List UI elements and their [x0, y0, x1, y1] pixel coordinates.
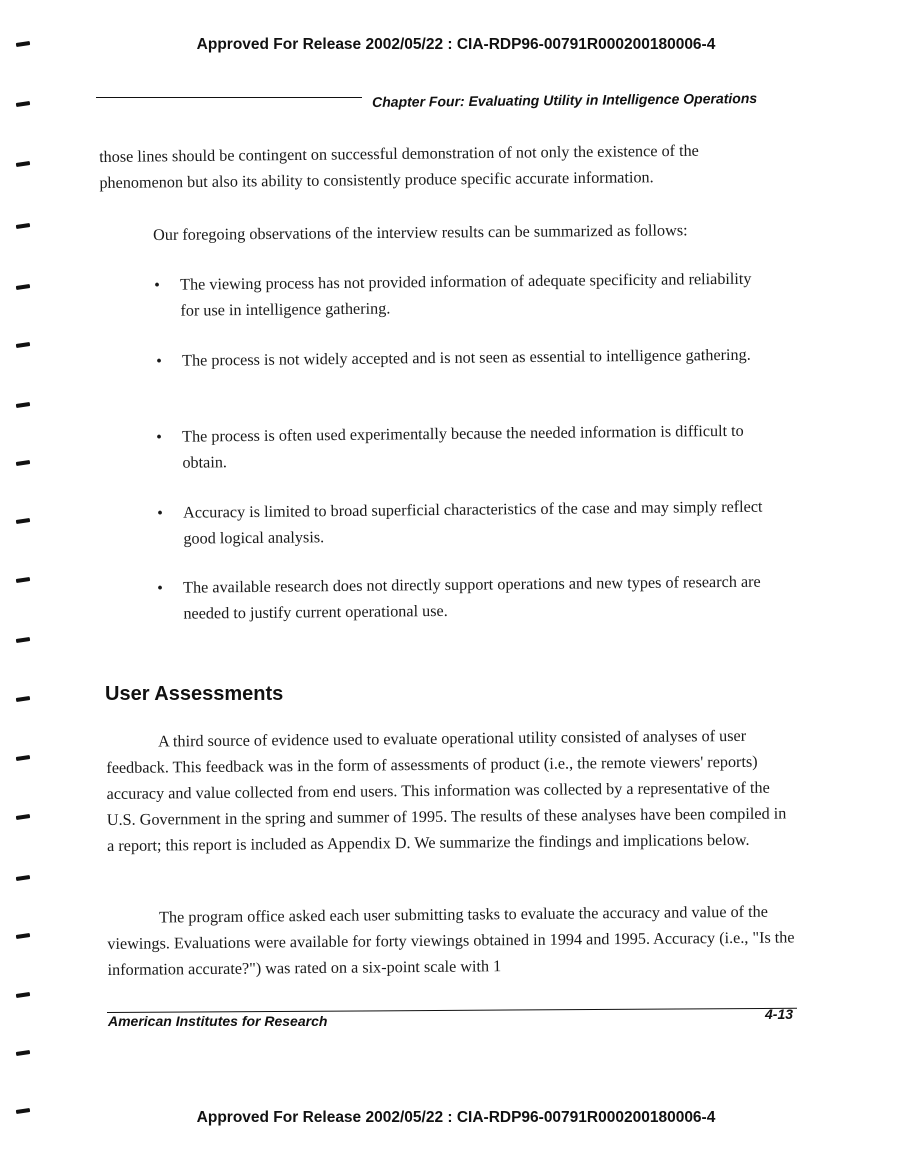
bullet-icon: •: [157, 503, 163, 522]
release-stamp-bottom: Approved For Release 2002/05/22 : CIA-RDP96-00791R000200180006-4: [196, 1109, 716, 1126]
bullet-icon: •: [157, 578, 163, 597]
punch-mark: [16, 101, 30, 107]
list-item: [152, 342, 751, 374]
bullet-icon: •: [156, 427, 162, 446]
list-item-text: The process is often used experimentally because the needed information is difficult to obtain.: [182, 421, 744, 472]
punch-mark: [16, 342, 30, 348]
bullet-icon: •: [154, 275, 160, 294]
punch-mark: [16, 460, 30, 466]
list-item-text: The viewing process has not provided information of adequate specificity and reliability for use in intelligence gathering.: [180, 269, 752, 320]
list-item-text: The process is not widely accepted and is not seen as essential to intelligence gathering.: [182, 345, 751, 370]
punch-mark: [16, 992, 30, 998]
punch-mark: [16, 814, 30, 820]
punch-mark: [16, 933, 30, 939]
punch-mark: [16, 577, 30, 583]
program-office-paragraph: The program office asked each user submitting tasks to evaluate the accuracy and value of the viewings. Evaluations were available for forty viewings obtained in 1994 and 1995. Accuracy (i.e., "Is the information accurate?") was rated on a six-point scale with 1: [107, 902, 795, 979]
list-item-text: The available research does not directly support operations and new types of research are needed to justify current operational use.: [183, 572, 761, 623]
user-assessments-paragraph: A third source of evidence used to evaluate operational utility consisted of analyses of user feedback. This feedback was in the form of assessments of product (i.e., the remote viewers' reports) accuracy and value collected from end users. This information was collected by a representative of the U.S. Government in the spring and summer of 1995. The results of these analyses have been compiled in a report; this report is included as Appendix D. We summarize the findings and implications below.: [106, 726, 787, 855]
punch-mark: [16, 637, 30, 643]
list-item: [152, 418, 771, 476]
punch-mark: [16, 161, 30, 167]
list-item-text: Accuracy is limited to broad superficial characteristics of the case and may simply reflect good logical analysis.: [183, 497, 763, 548]
punch-mark: [16, 284, 30, 290]
release-stamp-top: Approved For Release 2002/05/22 : CIA-RDP96-00791R000200180006-4: [196, 36, 716, 53]
bullet-icon: •: [156, 351, 162, 370]
list-item: [150, 266, 771, 324]
punch-mark: [16, 755, 30, 761]
summary-lead: Our foregoing observations of the interview results can be summarized as follows:: [153, 221, 688, 244]
punch-mark: [16, 518, 30, 524]
list-item: [153, 569, 771, 627]
header-rule: [96, 97, 362, 98]
punch-mark: [16, 696, 30, 702]
section-heading: User Assessments: [105, 683, 284, 705]
punch-mark: [16, 1050, 30, 1056]
footer-organization: American Institutes for Research: [108, 1013, 328, 1029]
chapter-header: Chapter Four: Evaluating Utility in Intelligence Operations: [372, 89, 758, 110]
list-item: [153, 494, 771, 552]
punch-mark: [16, 875, 30, 881]
intro-paragraph: those lines should be contingent on successful demonstration of not only the existence of the phenomenon but also its ability to consistently produce specific accurate information.: [99, 141, 699, 192]
binder-punch-marks: [0, 0, 40, 1165]
page-number: 4-13: [765, 1006, 794, 1022]
punch-mark: [16, 223, 30, 229]
punch-mark: [16, 402, 30, 408]
